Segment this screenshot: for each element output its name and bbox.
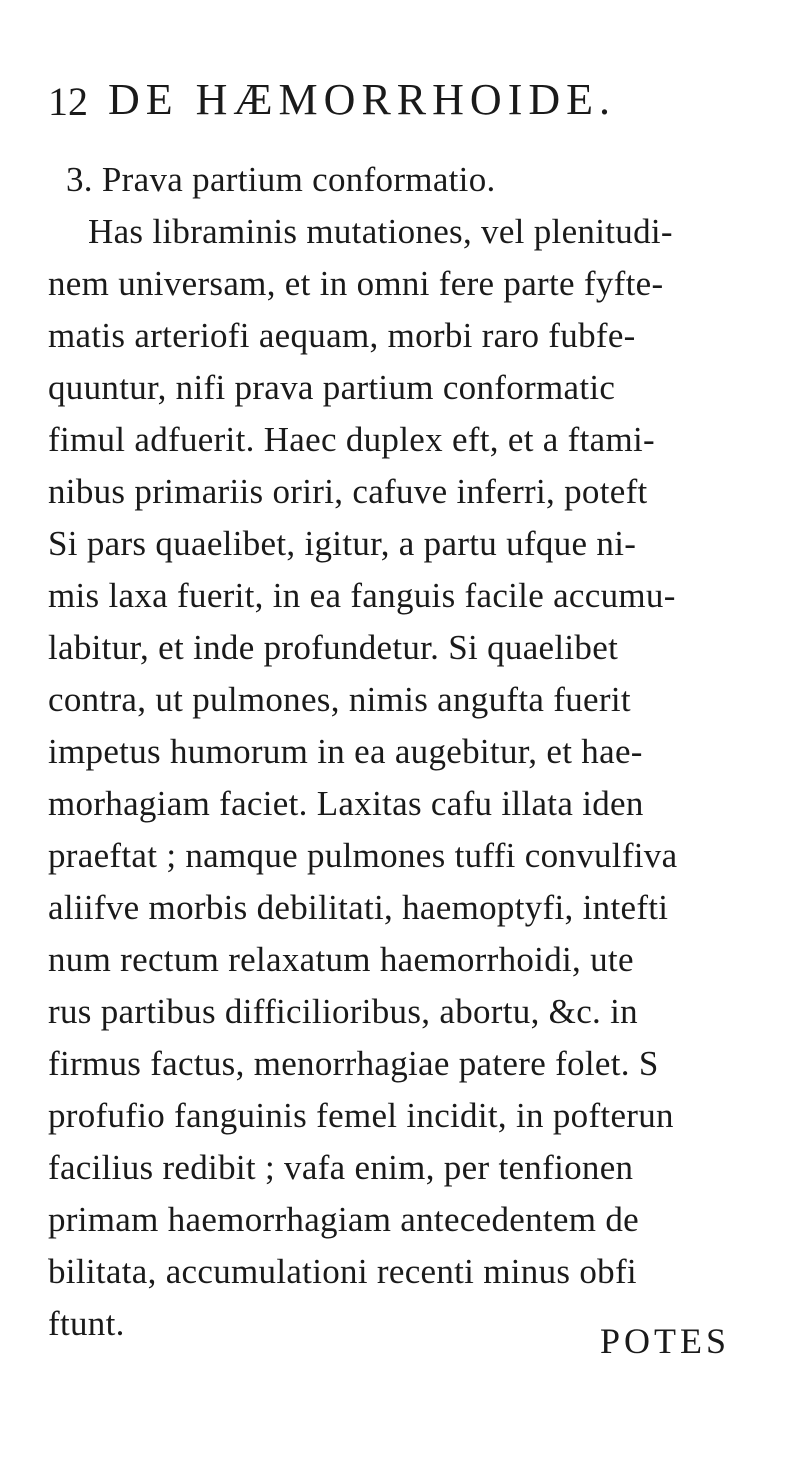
text-line: nibus primariis oriri, cafuve inferri, poteft — [48, 472, 648, 511]
text-line: rus partibus difficilioribus, abortu, &c. in — [48, 992, 638, 1031]
text-line: aliifve morbis debilitati, haemoptyfi, intefti — [48, 888, 669, 927]
running-title: DE HÆMORRHOIDE. — [108, 75, 616, 124]
page-header — [48, 72, 768, 132]
text-line: morhagiam faciet. Laxitas cafu illata iden — [48, 784, 644, 823]
page-number: 12 — [48, 79, 88, 124]
text-line: profufio fanguinis femel incidit, in pofterun — [48, 1096, 674, 1135]
text-line: praeftat ; namque pulmones tuffi convulfiva — [48, 836, 678, 875]
text-line: labitur, et inde profundetur. Si quaelibet — [48, 628, 619, 667]
text-line: num rectum relaxatum haemorrhoidi, ute — [48, 940, 634, 979]
text-line: contra, ut pulmones, nimis angufta fuerit — [48, 680, 631, 719]
text-line: matis arteriofi aequam, morbi raro fubfe- — [48, 316, 636, 355]
text-line: mis laxa fuerit, in ea fanguis facile accumu- — [48, 576, 676, 615]
text-line: nem universam, et in omni fere parte fyfte- — [48, 264, 664, 303]
section-heading: 3. Prava partium conformatio. — [66, 160, 496, 199]
text-line: fimul adfuerit. Haec duplex eft, et a ftami- — [48, 420, 655, 459]
text-line: firmus factus, menorrhagiae patere folet. S — [48, 1044, 659, 1083]
text-line: impetus humorum in ea augebitur, et hae- — [48, 732, 643, 771]
text-line: quuntur, nifi prava partium conformatic — [48, 368, 616, 407]
text-line: bilitata, accumulationi recenti minus obfi — [48, 1252, 637, 1291]
text-line: Has libraminis mutationes, vel plenitudi- — [88, 212, 673, 251]
catchword: POTES — [600, 1321, 731, 1361]
text-line: primam haemorrhagiam antecedentem de — [48, 1200, 639, 1239]
text-line: ftunt. — [48, 1304, 125, 1343]
text-line: facilius redibit ; vafa enim, per tenfionen — [48, 1148, 634, 1187]
text-line: Si pars quaelibet, igitur, a partu ufque ni- — [48, 524, 637, 563]
